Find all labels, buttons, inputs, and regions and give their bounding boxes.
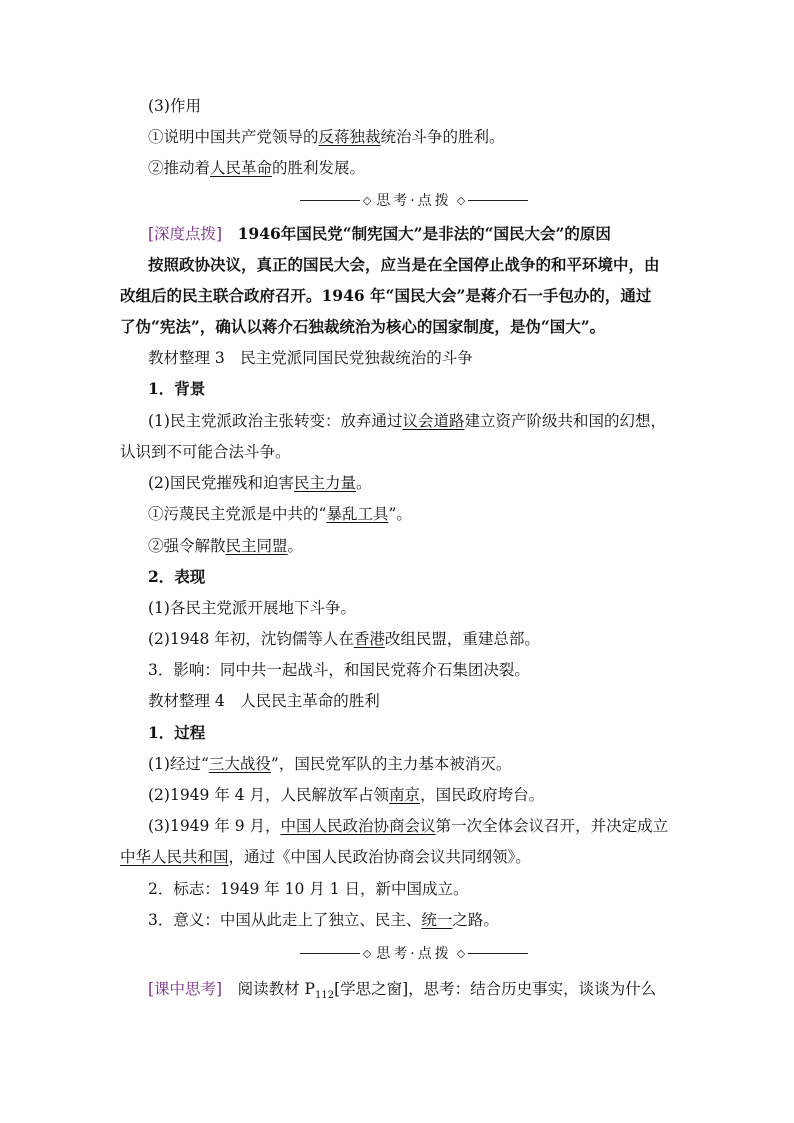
section-divider (300, 942, 528, 964)
divider-label: 思考·点拨 (376, 946, 452, 962)
text-line: (1)经过“三大战役”，国民党军队的主力基本被消灭。 (148, 755, 512, 773)
text-line: (1)各民主党派开展地下斗争。 (148, 599, 356, 617)
text-line: (2)国民党摧残和迫害民主力量。 (148, 474, 372, 492)
underlined-answer: 香港 (353, 630, 385, 648)
divider-rule (300, 200, 360, 201)
text-line: (2)1949 年 4 月，人民解放军占领南京，国民政府垮台。 (148, 786, 545, 804)
underlined-answer: 统一 (421, 911, 453, 929)
diamond-icon: ◇ (362, 946, 372, 960)
section-heading: 教材整理 3 民主党派同国民党独裁统治的斗争 (148, 349, 473, 367)
subsection-heading: 2．表现 (148, 567, 206, 586)
text-line: 3．意义：中国从此走上了独立、民主、统一之路。 (148, 911, 499, 929)
deep-insight-heading (148, 223, 678, 245)
text-line: ②推动着人民革命的胜利发展。 (148, 159, 366, 177)
text-line: 改组后的民主联合政府召开。1946 年“国民大会”是蒋介石一手包办的，通过 (120, 286, 652, 305)
text-line: (3)1949 年 9 月，中国人民政治协商会议第一次全体会议召开，并决定成立 (148, 817, 669, 835)
text-line: 认识到不可能合法斗争。 (120, 443, 291, 461)
text-line: (1)民主党派政治主张转变：放弃通过议会道路建立资产阶级共和国的幻想， (148, 412, 666, 430)
page-subscript: 112 (314, 990, 335, 1002)
question-tag: [课中思考] (148, 980, 223, 998)
text-line: 中华人民共和国，通过《中国人民政治协商会议共同纲领》。 (120, 848, 531, 866)
text-line: 2．标志：1949 年 10 月 1 日，新中国成立。 (148, 880, 469, 898)
text-line: ②强令解散民主同盟。 (148, 537, 304, 555)
section-heading: 教材整理 4 人民民主革命的胜利 (148, 692, 380, 710)
text-line: 了伪“宪法”，确认以蒋介石独裁统治为核心的国家制度，是伪“国大”。 (120, 317, 606, 336)
underlined-answer: 议会道路 (402, 412, 465, 430)
subsection-heading: 1．过程 (148, 723, 206, 742)
subsection-heading: 1．背景 (148, 379, 206, 398)
divider-label: 思考·点拨 (376, 193, 452, 209)
divider-rule (468, 953, 528, 954)
underlined-answer: 民主力量 (293, 474, 356, 492)
text-line: ①污蔑民主党派是中共的“暴乱工具”。 (148, 505, 412, 523)
diamond-icon: ◇ (456, 193, 466, 207)
underlined-answer: 人民革命 (210, 159, 273, 177)
underlined-answer: 民主同盟 (225, 537, 288, 555)
text-line: (2)1948 年初，沈钧儒等人在香港改组民盟，重建总部。 (148, 630, 540, 648)
deep-insight-title: 1946年国民党“制宪国大”是非法的“国民大会”的原因 (237, 224, 611, 243)
underlined-answer: 三大战役 (208, 755, 271, 773)
underlined-answer: 中国人民政治协商会议 (280, 817, 436, 835)
divider-rule (300, 953, 360, 954)
deep-insight-tag: [深度点拨] (148, 225, 223, 243)
text-line: 按照政协决议，真正的国民大会，应当是在全国停止战争的和平环境中，由 (148, 255, 660, 274)
text-line: ①说明中国共产党领导的反蒋独裁统治斗争的胜利。 (148, 128, 505, 146)
text-line: 3．影响：同中共一起战斗，和国民党蒋介石集团决裂。 (148, 661, 530, 679)
text-line: (3)作用 (148, 97, 201, 115)
underlined-answer: 反蒋独裁 (318, 128, 381, 146)
underlined-answer: 暴乱工具 (326, 505, 389, 523)
divider-rule (468, 200, 528, 201)
diamond-icon: ◇ (456, 946, 466, 960)
underlined-answer: 中华人民共和国 (120, 848, 229, 866)
diamond-icon: ◇ (362, 193, 372, 207)
section-divider (300, 189, 528, 211)
question-line: [课中思考] 阅读教材 $P_{112}$[学思之窗]，思考：结合历史事实，谈谈为什么 (148, 980, 657, 1002)
underlined-answer: 南京 (389, 786, 421, 804)
